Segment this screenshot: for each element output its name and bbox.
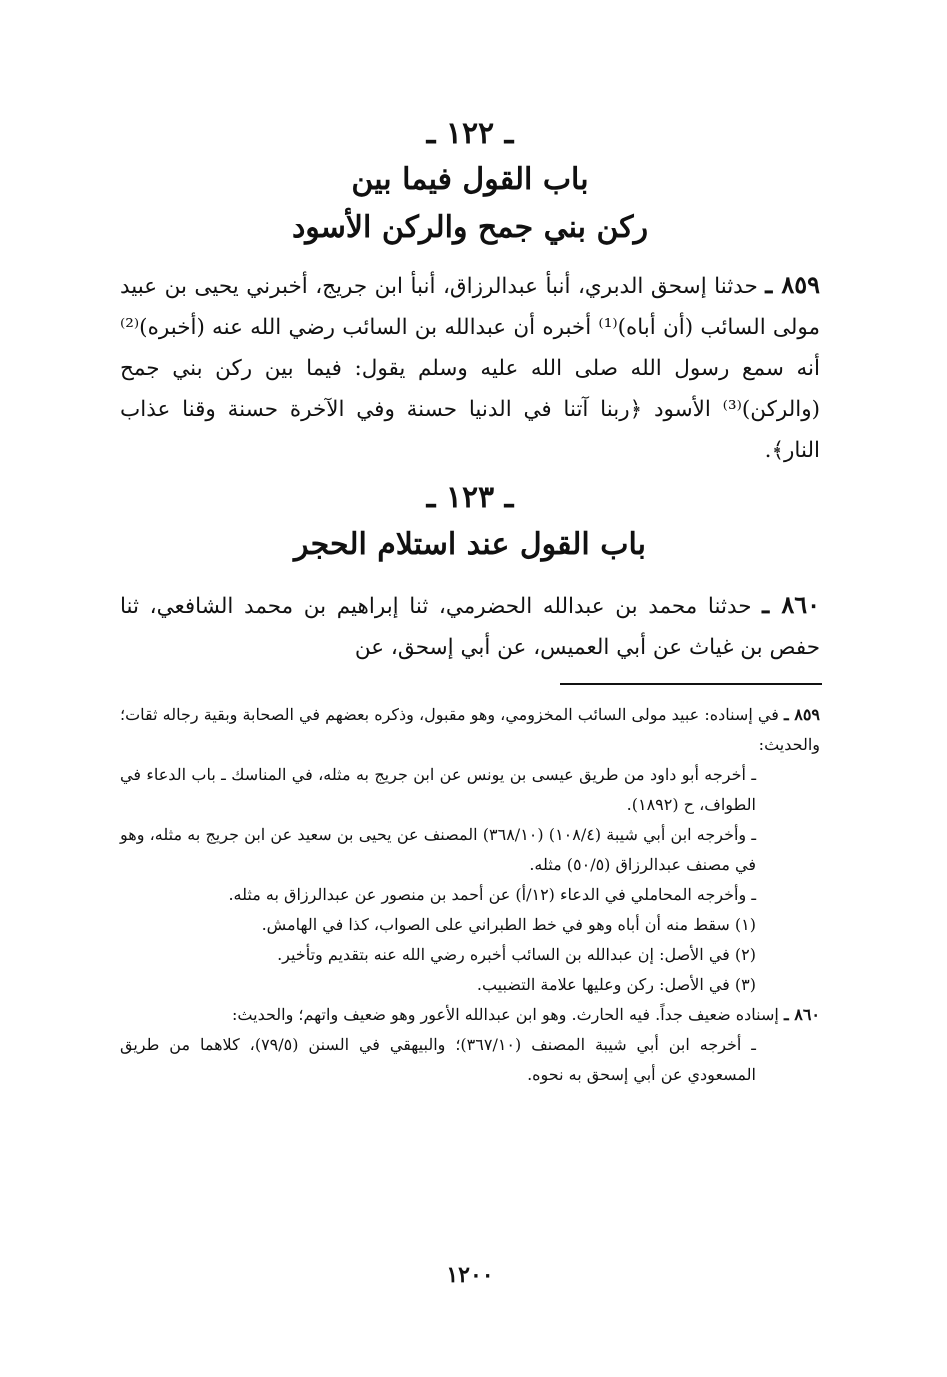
chapter-122-title-line2: ركن بني جمح والركن الأسود [291, 210, 649, 245]
footnote-divider [560, 683, 822, 685]
footnote-860-number: ٨٦٠ ـ [783, 1005, 820, 1024]
book-page [120, 0, 820, 1377]
footnote-note-1: (١) سقط منه أن أباه وهو في خط الطبراني على الصواب، كذا في الهامش. [261, 915, 756, 934]
hadith-859-number: ٨٥٩ ـ [765, 270, 820, 299]
hadith-860-text: حدثنا محمد بن عبدالله الحضرمي، ثنا إبراهيم بن محمد الشافعي، ثنا حفص بن غياث عن أبي العميس، عن أبي إسحق، عن [120, 594, 820, 660]
footnote-note-3: (٣) في الأصل: ركن وعليها علامة التضبيب. [476, 975, 756, 994]
hadith-859-text: حدثنا إسحق الدبري، أنبأ عبدالرزاق، أنبأ ابن جريج، أخبرني يحيى بن عبيد مولى السائب (أن أباه)⁽¹⁾ أخبره أن عبدالله بن السائب رضي الله عنه (أخبره)⁽²⁾ أنه سمع رسول الله صلى الله عليه وسلم يقول: فيما بين ركن بني جمح (والركن)⁽³⁾ الأسود ﴿ربنا آتنا في الدنيا حسنة وفي الآخرة حسنة وقنا عذاب النار﴾. [120, 274, 820, 463]
footnotes-section [120, 700, 820, 1090]
footnote-860 [120, 1000, 820, 1030]
hadith-860-number: ٨٦٠ ـ [762, 590, 821, 619]
chapter-123-number: ـ ١٢٣ ـ [426, 480, 514, 515]
footnote-note-2: (٢) في الأصل: إن عبدالله بن السائب أخبره رضي الله عنه بتقديم وتأخير. [277, 945, 756, 964]
footnote-859-source-1: ـ أخرجه أبو داود من طريق عيسى بن يونس عن ابن جريج به مثله، في المناسك ـ باب الدعاء في الطواف، ح (١٨٩٢). [120, 765, 756, 814]
footnote-860-source-1: ـ أخرجه ابن أبي شيبة المصنف (٣٦٧/١٠)؛ والبيهقي في السنن (٧٩/٥)، كلاهما من طريق المسعودي عن أبي إسحق به نحوه. [120, 1035, 756, 1084]
footnote-859 [120, 700, 820, 760]
footnote-859-source-3: ـ وأخرجه المحاملي في الدعاء (١٢/أ) عن أحمد بن منصور عن عبدالرزاق به مثله. [228, 885, 756, 904]
footnote-859-text: في إسناده: عبيد مولى السائب المخزومي، وهو مقبول، وذكره بعضهم في الصحابة وبقية رجاله ثقات؛ والحديث: [120, 705, 820, 754]
chapter-123-title: باب القول عند استلام الحجر [294, 527, 646, 562]
hadith-860-paragraph [120, 584, 820, 668]
hadith-859-paragraph [120, 264, 820, 471]
chapter-122-title-line1: باب القول فيما بين [351, 162, 589, 197]
footnote-859-number: ٨٥٩ ـ [783, 705, 820, 724]
footnote-860-text: إسناده ضعيف جداً. فيه الحارث. وهو ابن عبدالله الأعور وهو ضعيف واتهم؛ والحديث: [232, 1005, 779, 1024]
page-number: ١٢٠٠ [446, 1262, 494, 1288]
footnote-859-source-2: ـ وأخرجه ابن أبي شيبة (١٠٨/٤) (٣٦٨/١٠) المصنف عن يحيى بن سعيد عن ابن جريج به مثله، وهو في مصنف عبدالرزاق (٥٠/٥) مثله. [120, 825, 757, 874]
chapter-122-number: ـ ١٢٢ ـ [426, 116, 514, 151]
